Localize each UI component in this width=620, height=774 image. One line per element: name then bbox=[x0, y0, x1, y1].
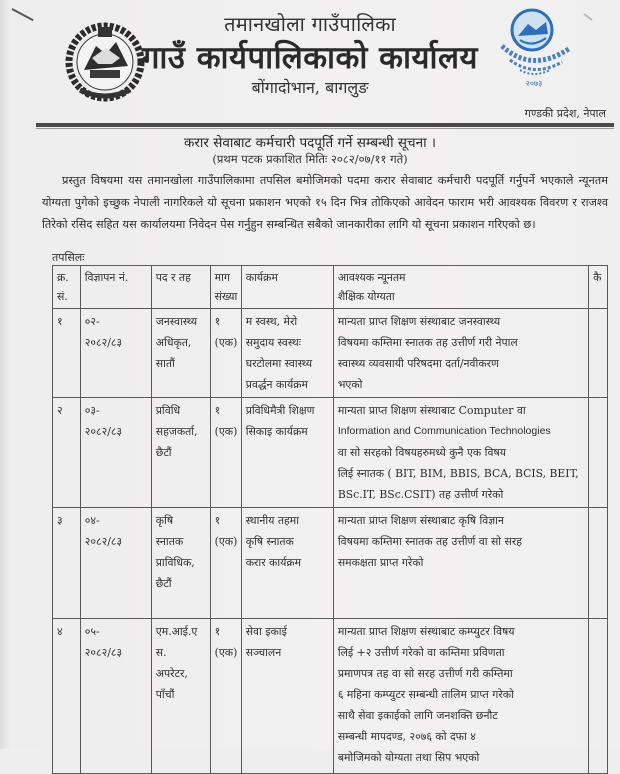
cell-sn: ३ bbox=[53, 508, 81, 619]
details-label: तपसिलः bbox=[52, 251, 85, 264]
office-location: बोंगादोभान, बागलुङ bbox=[251, 78, 369, 97]
cell-ad-no: ०५- २०८२/८३ bbox=[80, 619, 151, 774]
cell-qualification: मान्यता प्राप्त शिक्षण संस्थाबाट कृषि विज्ञान विषयमा कम्तिमा स्नातक तह उत्तीर्ण वा सो सरह समकक्षता प्राप्त गरेको bbox=[333, 508, 588, 619]
cell-qualification: मान्यता प्राप्त शिक्षण संस्थाबाट कम्प्युटर विषय लिई +२ उत्तीर्ण गरेको वा कम्तिमा प्रविणता प्रमाणपत्र तह वा सो सरह उत्तीर्ण गरी कम्तिमा ६ महिना कम्प्युटर सम्बन्धी तालिम प्राप्त गरेको साथै सेवा इकाईको लागि जनशक्ति छनौट सम्बन्धी मापदण्ड, २०७६ को दफा ४ बमोजिमको योग्यता तथा सिप भएको bbox=[333, 619, 588, 774]
cell-post: जनस्वास्थ्य अधिकृत, सातौं bbox=[151, 309, 210, 398]
header-sn: क्र. सं. bbox=[53, 266, 81, 309]
cell-extra bbox=[589, 619, 608, 774]
province-label: गण्डकी प्रदेश, नेपाल bbox=[524, 107, 606, 120]
cell-sn: ४ bbox=[53, 619, 81, 774]
header-divider bbox=[36, 123, 614, 127]
cell-post: प्रविधि सहजकर्ता, छैटौं bbox=[151, 398, 210, 508]
cell-program: प्रविधिमैत्री शिक्षण सिकाइ कार्यक्रम bbox=[241, 398, 333, 508]
cell-count: १ (एक) bbox=[210, 508, 241, 619]
cell-qualification: मान्यता प्राप्त शिक्षण संस्थाबाट जनस्वास्थ्य विषयमा कम्तिमा स्नातक तह उत्तीर्ण गरी नेपाल स्वास्थ्य व्यवसायी परिषदमा दर्ता/नवीकरण भएको bbox=[333, 309, 588, 398]
cell-post: एम.आई.ए स. अपरेटर, पाँचौं bbox=[151, 619, 210, 774]
cell-extra bbox=[589, 309, 608, 398]
vacancy-table bbox=[52, 265, 608, 774]
cell-program: स्थानीय तहमा कृषि स्नातक करार कार्यक्रम bbox=[241, 508, 333, 619]
header-count: माग संख्या bbox=[210, 266, 241, 309]
office-name: गाउँ कार्यपालिकाको कार्यालय bbox=[141, 40, 479, 76]
cell-ad-no: ०२- २०८२/८३ bbox=[80, 309, 151, 398]
cell-count: १ (एक) bbox=[210, 309, 241, 398]
header-qualification: आवश्यक न्यूनतम शैक्षिक योग्यता bbox=[333, 266, 588, 309]
municipality-seal-icon bbox=[492, 4, 602, 90]
cell-count: १ (एक) bbox=[210, 398, 241, 508]
cell-ad-no: ०४- २०८२/८३ bbox=[80, 508, 151, 619]
cell-post: कृषि स्नातक प्राविधिक, छैटौं bbox=[151, 508, 210, 619]
notice-title: करार सेवाबाट कर्मचारी पदपूर्ति गर्ने सम्बन्धी सूचना । bbox=[184, 135, 436, 151]
cell-extra bbox=[589, 398, 608, 508]
cell-program: म स्वस्थ, मेरो समुदाय स्वस्थः घरटोलमा स्वास्थ्य प्रवर्द्धन कार्यक्रम bbox=[241, 309, 333, 398]
cell-qualification: मान्यता प्राप्त शिक्षण संस्थाबाट Computer वा Information and Communication Technologies वा सो सरहको विषयहरुमध्ये कुनै एक विषय लिई स्नातक ( BIT, BIM, BBIS, BCA, BCIS, BEIT, BSc.IT, BSc.CSIT) तह उत्तीर्ण गरेको bbox=[333, 398, 588, 508]
notice-body: प्रस्तुत विषयमा यस तमानखोला गाउँपालिकामा तपसिल बमोजिमको पदमा करार सेवाबाट कर्मचारी पदपूर्ति गर्नुपर्ने भएकाले न्यूनतम योग्यता पुगेको इच्छुक नेपाली नागरिकले यो सूचना प्रकाशन भएको १५ दिन भित्र तोकिएको आवेदन फाराम भरी आवश्यक विवरण र राजश्व तिरेको रसिद सहित यस कार्यालयमा निवेदन पेस गर्नुहुन सम्बन्धित सबैको जानकारीका लागि यो सूचना प्रकाशन गरिएको छ। bbox=[42, 174, 608, 231]
cell-sn: १ bbox=[53, 309, 81, 398]
header-post: पद र तह bbox=[151, 266, 210, 309]
cell-sn: २ bbox=[53, 398, 81, 508]
cell-ad-no: ०३- २०८२/८३ bbox=[80, 398, 151, 508]
table-header-row bbox=[53, 266, 608, 309]
header-extra: कै bbox=[589, 266, 608, 309]
cell-extra bbox=[589, 508, 608, 619]
cell-count: १ (एक) bbox=[210, 619, 241, 774]
municipality-name: तमानखोला गाउँपालिका bbox=[224, 12, 396, 36]
publication-date: (प्रथम पटक प्रकाशित मितिः २०८२/०७/११ गते) bbox=[212, 152, 408, 166]
table-row bbox=[53, 398, 608, 508]
header-ad-no: विज्ञापन नं. bbox=[80, 266, 151, 309]
header-divider-thin bbox=[36, 128, 614, 129]
table-row bbox=[53, 619, 608, 774]
table-row bbox=[53, 309, 608, 398]
table-row bbox=[53, 508, 608, 619]
header-program: कार्यक्रम bbox=[241, 266, 333, 309]
svg-text:२०७३: २०७३ bbox=[525, 79, 543, 88]
cell-program: सेवा इकाई सञ्चालन bbox=[241, 619, 333, 774]
